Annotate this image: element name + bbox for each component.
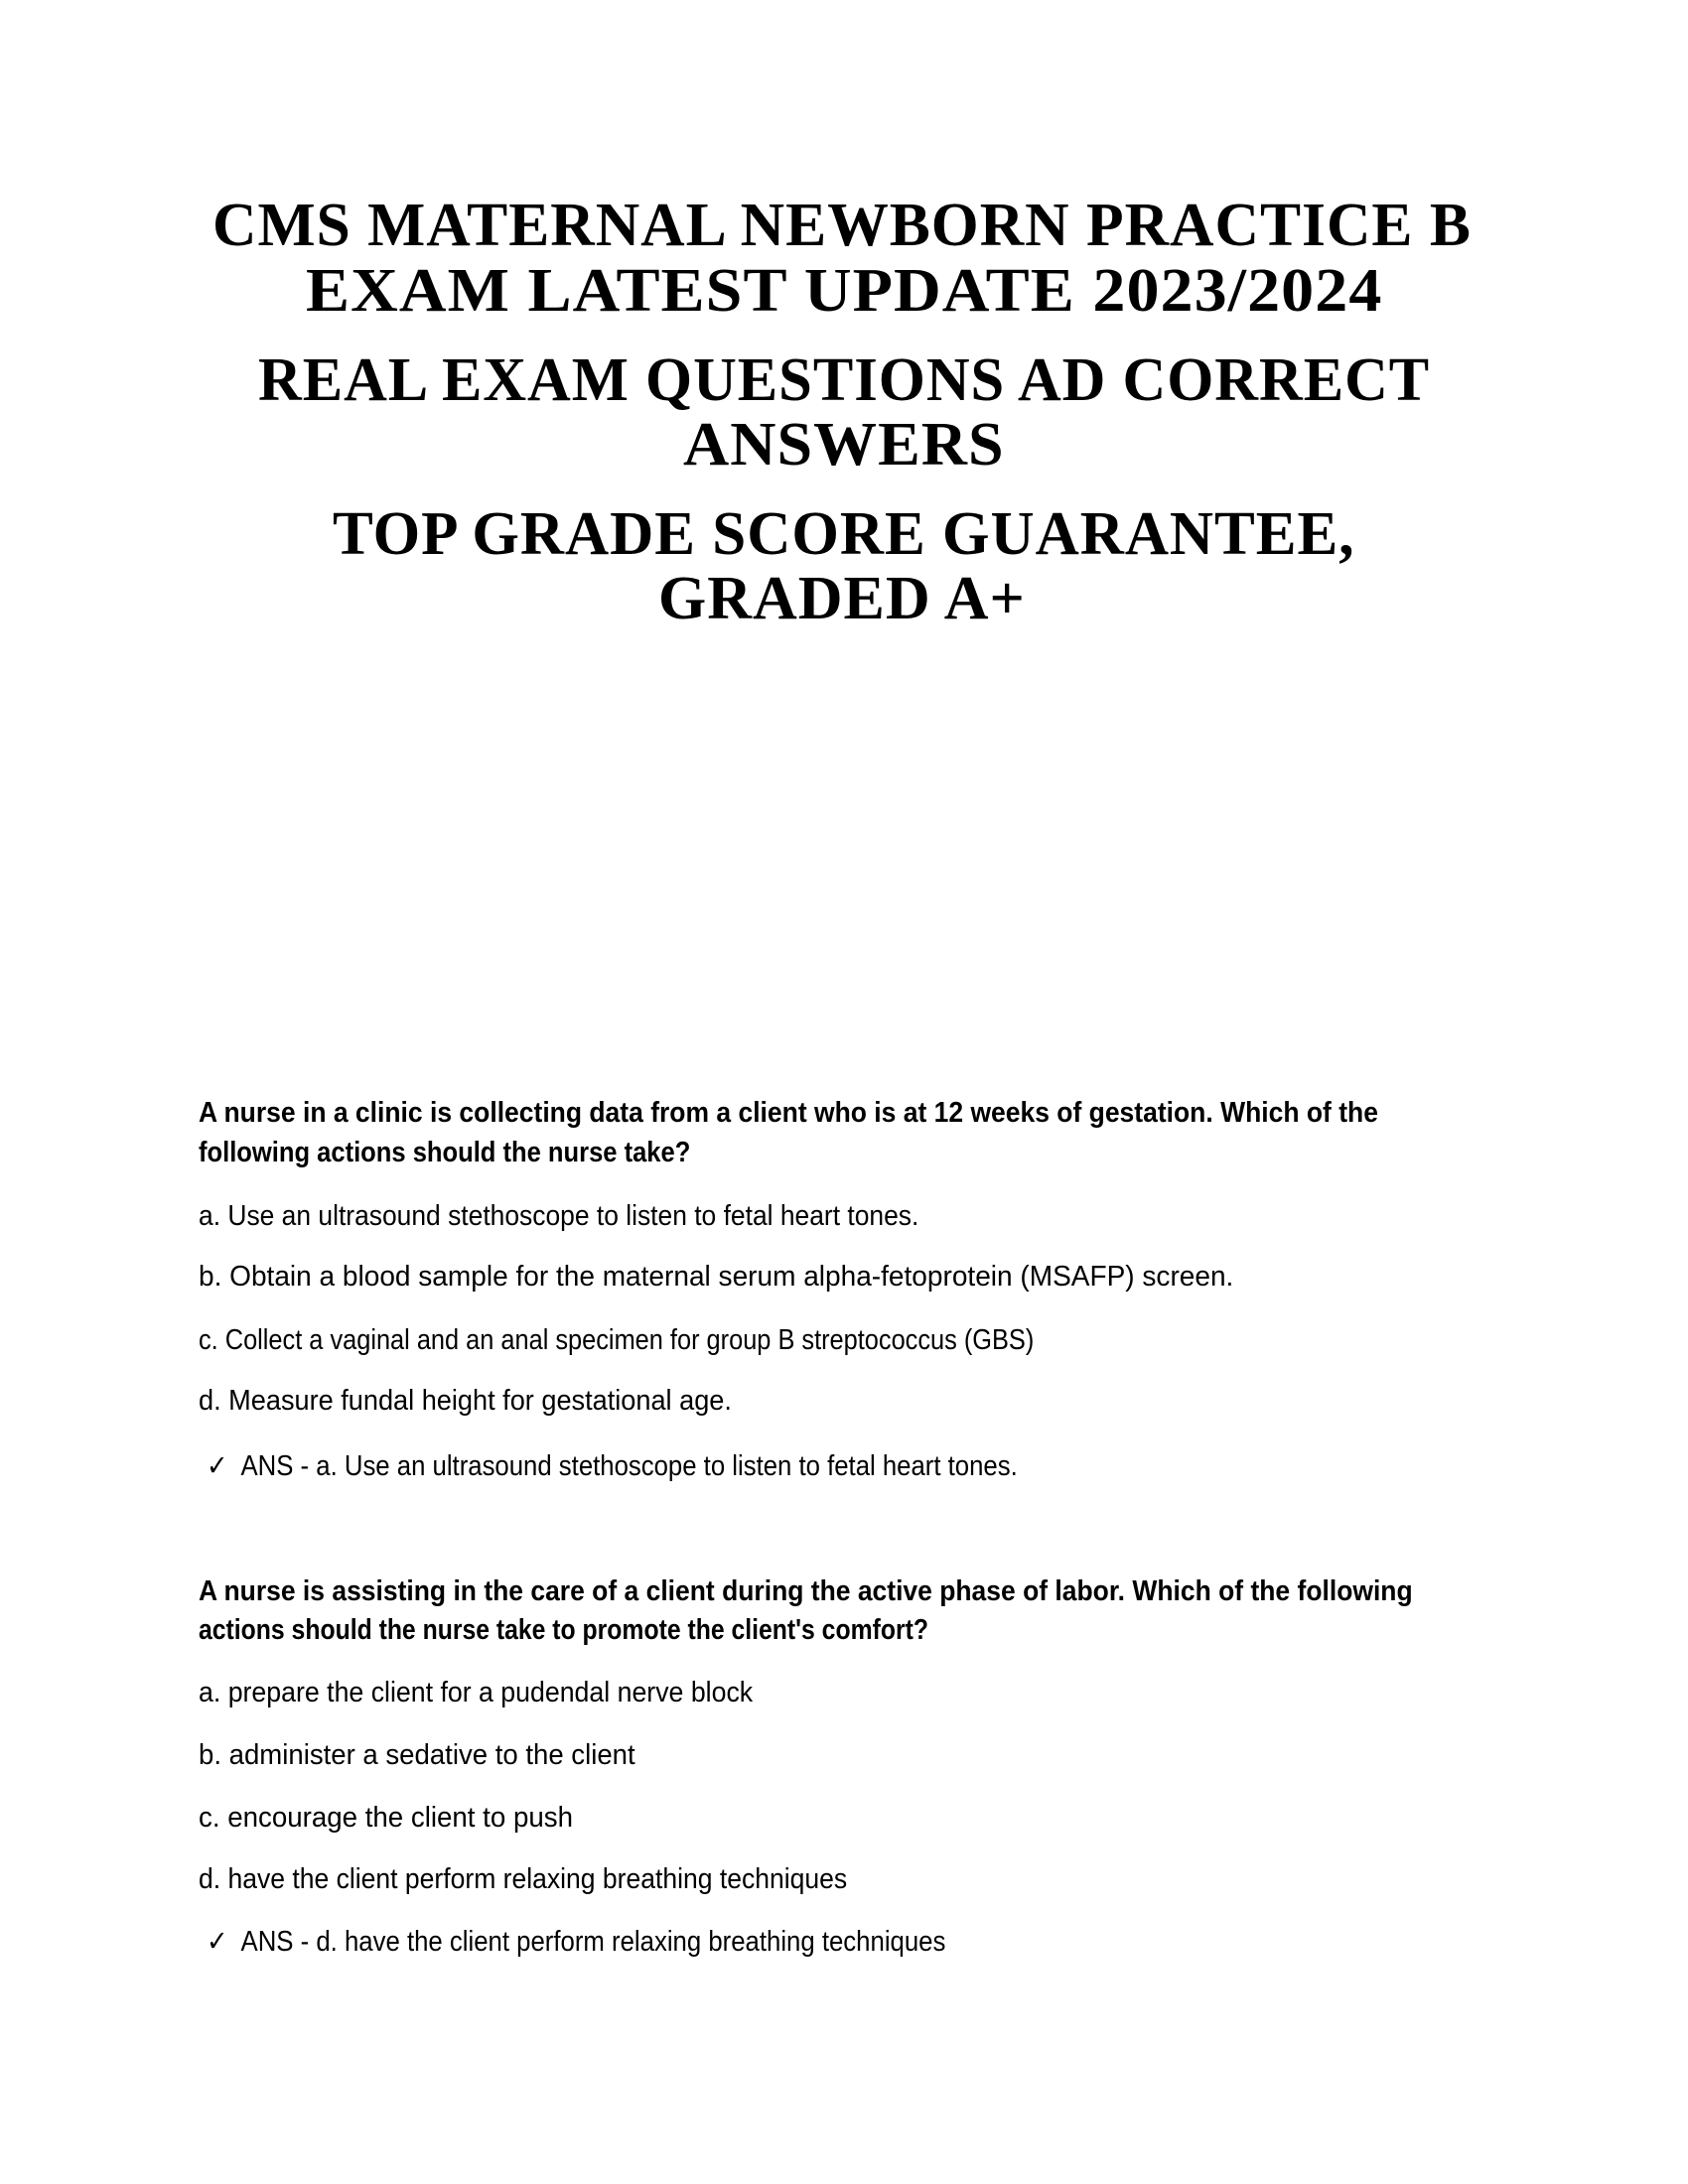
question-1-option-c: c. Collect a vaginal and an anal specimen for group B streptococcus (GBS)	[199, 1324, 1035, 1357]
check-icon: ✓	[207, 1926, 228, 1959]
question-1-answer-text: ANS - a. Use an ultrasound stethoscope to listen to fetal heart tones.	[240, 1450, 1018, 1483]
question-2-option-b: b. administer a sedative to the client	[199, 1739, 635, 1772]
question-2-option-a: a. prepare the client for a pudendal nerve block	[199, 1677, 754, 1709]
title-heading-3-line-2: GRADED A+	[658, 564, 1026, 632]
question-1-option-d: d. Measure fundal height for gestational age.	[199, 1385, 732, 1418]
question-2-answer-text: ANS - d. have the client perform relaxing breathing techniques	[240, 1926, 946, 1959]
question-1-answer	[207, 1452, 1018, 1481]
title-heading-1-line-1: CMS MATERNAL NEWBORN PRACTICE B	[212, 191, 1472, 259]
title-heading-2-line-2: ANSWERS	[683, 410, 1005, 478]
question-2-option-d: d. have the client perform relaxing breathing techniques	[199, 1863, 848, 1896]
question-2-answer	[207, 1928, 945, 1957]
title-heading-1-line-2: EXAM LATEST UPDATE 2023/2024	[306, 256, 1383, 325]
question-1-prompt-line-2: following actions should the nurse take?	[199, 1137, 691, 1169]
question-2-prompt-line-2: actions should the nurse take to promote the client's comfort?	[199, 1614, 928, 1647]
question-2-option-c: c. encourage the client to push	[199, 1802, 573, 1835]
check-icon: ✓	[207, 1450, 228, 1483]
title-heading-3-line-1: TOP GRADE SCORE GUARANTEE,	[333, 499, 1355, 568]
question-1-option-b: b. Obtain a blood sample for the maternal serum alpha-fetoprotein (MSAFP) screen.	[199, 1261, 1234, 1294]
question-2-prompt-line-1: A nurse is assisting in the care of a client during the active phase of labor. Which of the following	[199, 1575, 1413, 1608]
question-1-option-a: a. Use an ultrasound stethoscope to listen to fetal heart tones.	[199, 1200, 919, 1233]
question-1-prompt-line-1: A nurse in a clinic is collecting data from a client who is at 12 weeks of gestation. Which of the	[199, 1097, 1378, 1130]
title-heading-2-line-1: REAL EXAM QUESTIONS AD CORRECT	[258, 345, 1431, 414]
